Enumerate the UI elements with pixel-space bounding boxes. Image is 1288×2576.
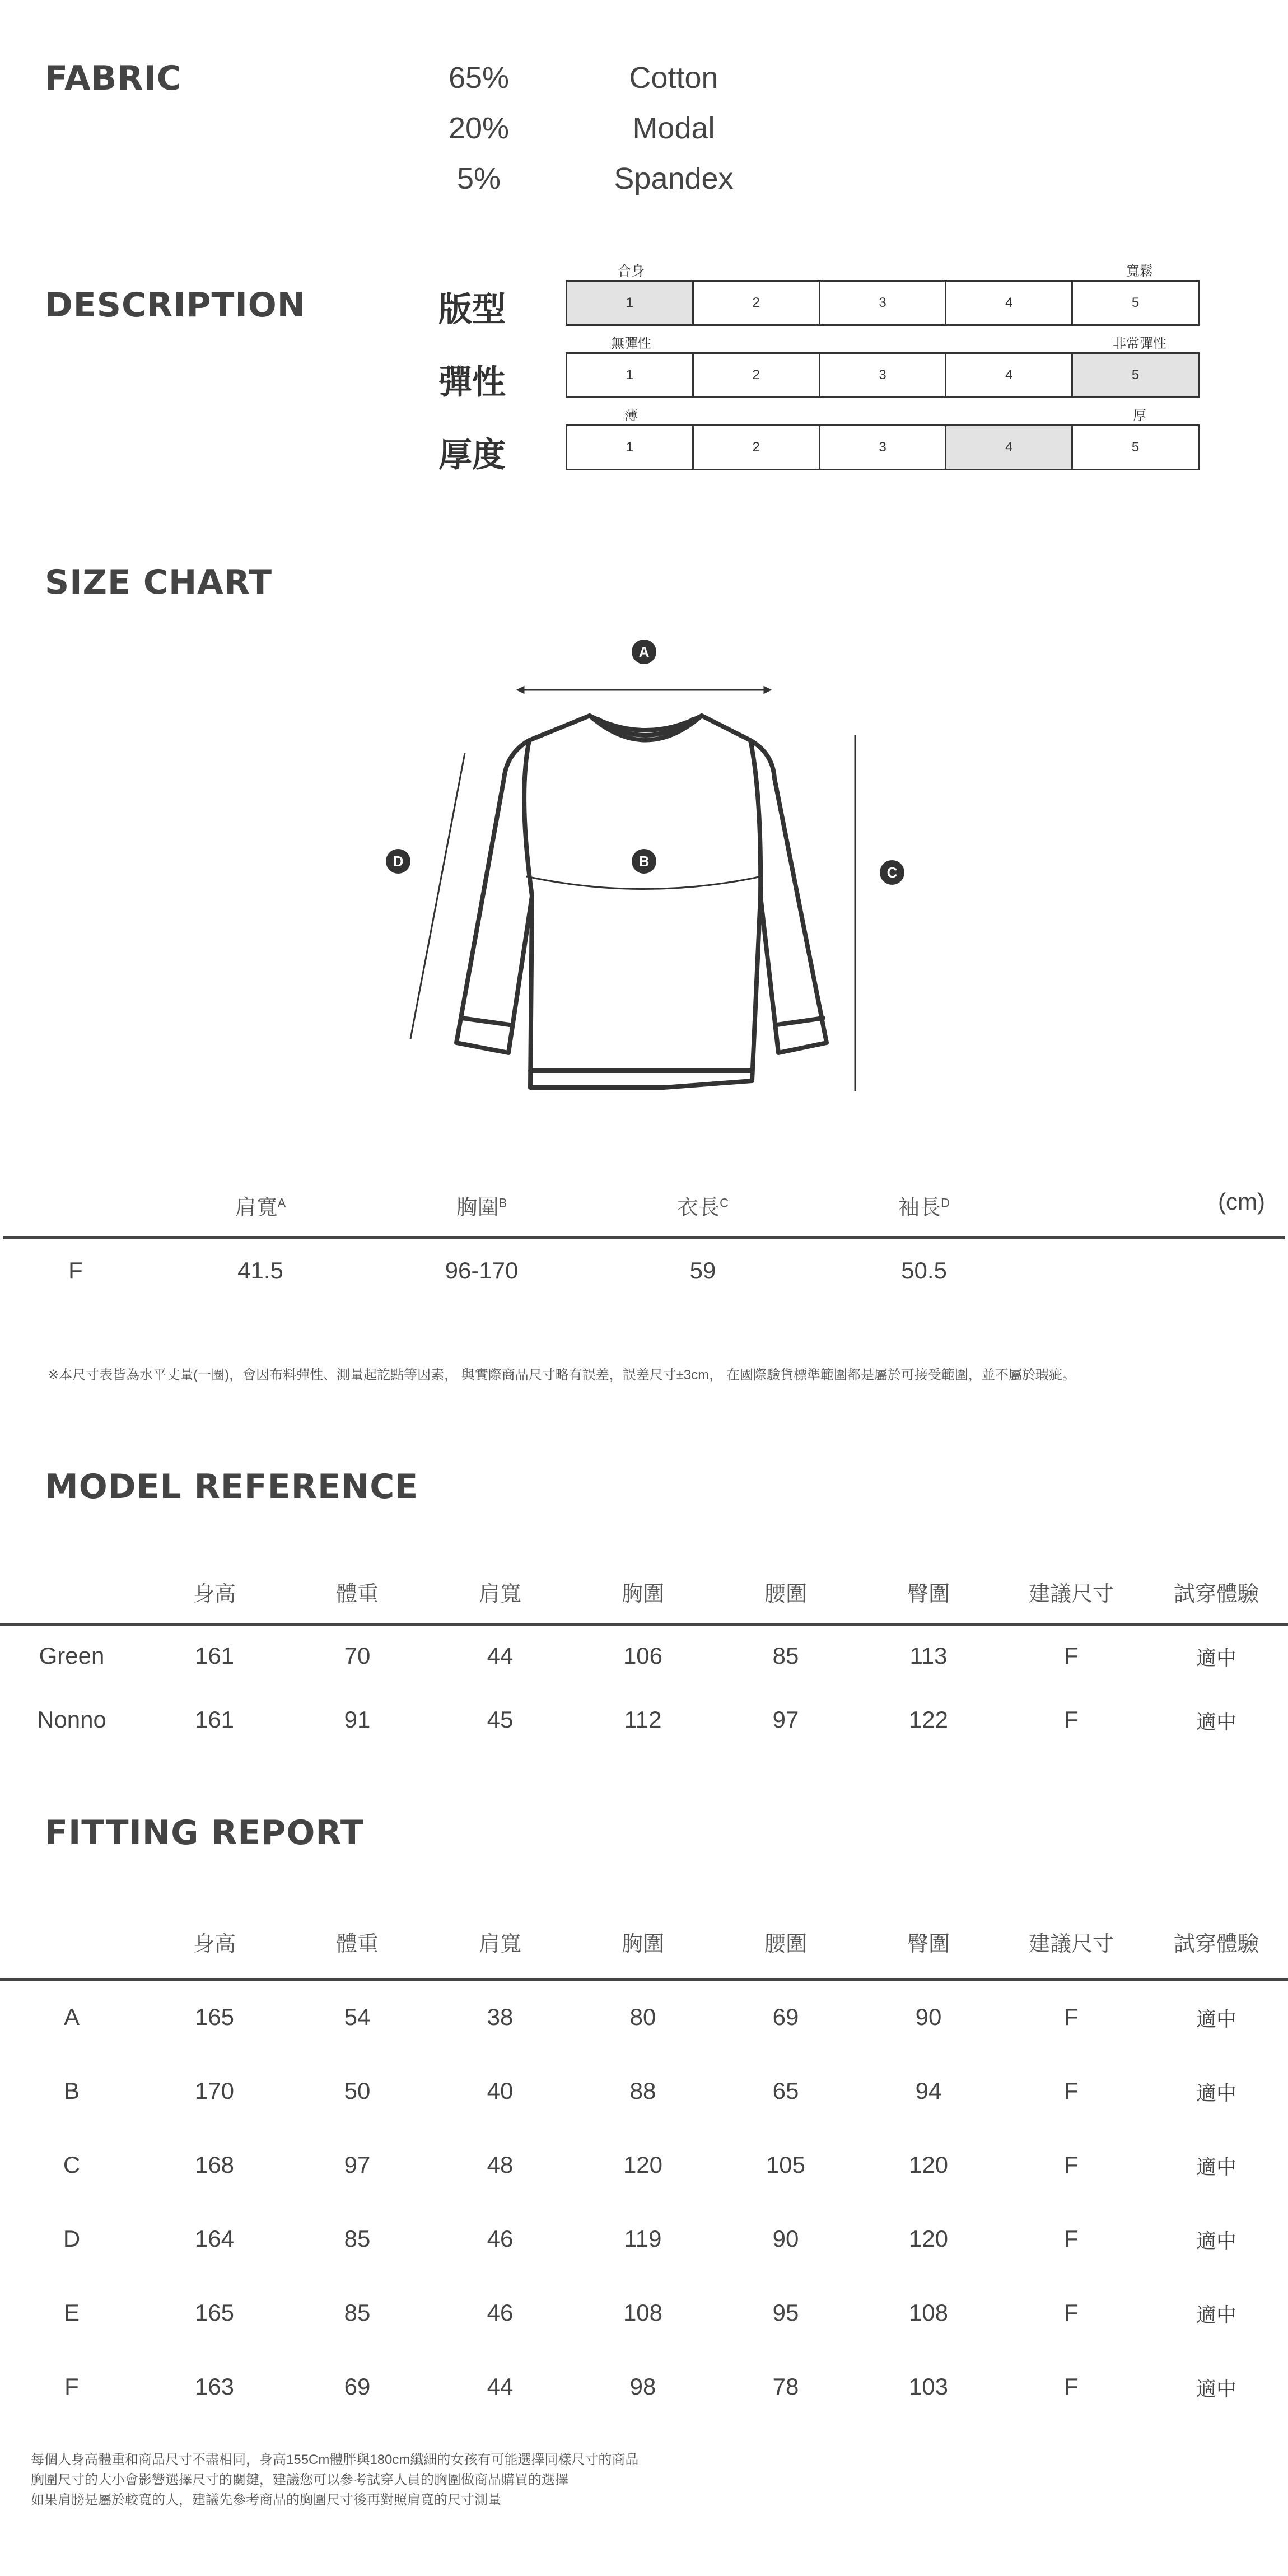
table-cell: 88: [629, 2078, 656, 2104]
fitting-note-3: 如果肩膀是屬於較寬的人，建議先參考商品的胸圍尺寸後再對照肩寬的尺寸測量: [31, 2493, 501, 2508]
table-cell: 120: [908, 2152, 949, 2178]
attr-fit-scale: [566, 280, 1200, 326]
table-cell: 119: [624, 2225, 662, 2252]
size-chest: 96-170: [445, 1257, 519, 1284]
table-cell: F: [1064, 1706, 1079, 1733]
measure-line-d: [410, 753, 465, 1039]
table-cell: 97: [344, 2152, 371, 2178]
size-row-label: F: [68, 1257, 83, 1284]
fitting-note-2: 胸圍尺寸的大小會影響選擇尺寸的關鍵，建議您可以參考試穿人員的胸圍做商品購買的選擇: [31, 2472, 568, 2488]
table-cell: 48: [487, 2152, 514, 2178]
table-cell: 44: [487, 1642, 514, 1669]
table-cell: 85: [344, 2299, 371, 2326]
fabric-heading: FABRIC: [45, 59, 182, 98]
table-cell: 94: [915, 2078, 942, 2104]
table-cell: 46: [487, 2225, 514, 2252]
attr-thickness-label: 厚度: [438, 436, 506, 475]
table-cell: 38: [487, 2004, 514, 2030]
size-col-length: 衣長$^C$: [677, 1196, 729, 1220]
fitting_report-header-0: 身高: [193, 1933, 236, 1956]
table-cell: 105: [766, 2152, 806, 2178]
attr-fit-high: 寬鬆: [1126, 264, 1153, 279]
scale-cell: 2: [694, 426, 820, 469]
table-cell: 108: [908, 2299, 949, 2326]
table-cell: 98: [629, 2373, 656, 2400]
table-cell: F: [1064, 2299, 1079, 2326]
table-cell: 適中: [1196, 2377, 1236, 2400]
table-cell: 164: [194, 2225, 235, 2252]
scale-cell: 3: [820, 354, 947, 396]
size-col-chest: 胸圍$^B$: [456, 1196, 507, 1220]
table-cell: 65: [772, 2078, 799, 2104]
scale-cell: 1: [567, 426, 694, 469]
table-cell: 適中: [1196, 2303, 1236, 2326]
marker-d: D: [386, 849, 410, 874]
fabric-pct-3: 5%: [456, 162, 501, 195]
table-cell: 161: [194, 1642, 235, 1669]
table-cell: 170: [194, 2078, 235, 2104]
attr-elasticity-low: 無彈性: [611, 336, 651, 351]
size-note: ※本尺寸表皆為水平丈量(一圈)，會因布料彈性、測量起訖點等因素， 與實際商品尺寸略有誤差，誤差尺寸±3cm， 在國際驗貨標準範圍都是屬於可接受範圍，並不屬於瑕疵。: [48, 1368, 1076, 1383]
attr-thickness-high: 厚: [1133, 408, 1146, 423]
table-cell: 50: [344, 2078, 371, 2104]
scale-cell: 5: [1131, 440, 1140, 455]
model_reference-header-7: 試穿體驗: [1173, 1583, 1259, 1606]
attr-thickness-low: 薄: [624, 408, 638, 423]
scale-cell: 4: [946, 282, 1073, 324]
scale-cell: 4: [946, 354, 1073, 396]
table-row-name: Green: [39, 1642, 105, 1669]
table-cell: 163: [194, 2373, 235, 2400]
left-cuff: [462, 1018, 510, 1025]
attr-fit-label: 版型: [438, 290, 506, 329]
table-cell: 46: [487, 2299, 514, 2326]
table-cell: 90: [772, 2225, 799, 2252]
table-cell: 168: [194, 2152, 235, 2178]
scale-cell: 5: [1131, 295, 1140, 310]
measure-line-b: [526, 876, 762, 889]
scale-cell: 1: [567, 282, 694, 324]
attr-elasticity-label: 彈性: [438, 363, 506, 402]
marker-c: C: [880, 860, 904, 885]
sweater-outline: [456, 716, 827, 1088]
table-cell: 適中: [1196, 2008, 1236, 2031]
fabric-pct-2: 20%: [448, 111, 510, 145]
fitting-report-heading: FITTING REPORT: [45, 1813, 364, 1852]
right-cuff: [777, 1018, 823, 1025]
size-sleeve: 50.5: [901, 1257, 947, 1284]
table-cell: 69: [344, 2373, 371, 2400]
fabric-material-2: Modal: [632, 111, 715, 145]
table-cell: 108: [623, 2299, 663, 2326]
attr-elasticity-scale: [566, 352, 1200, 398]
fitting_report-header-4: 腰圍: [764, 1933, 807, 1956]
table-row-name: A: [63, 2004, 80, 2030]
table-cell: 70: [344, 1642, 371, 1669]
model_reference-header-3: 胸圍: [621, 1583, 664, 1606]
fitting_report-header-2: 肩寬: [478, 1933, 521, 1956]
model_reference-table-rule: [0, 1623, 1288, 1626]
fitting_report-header-5: 臀圍: [907, 1933, 950, 1956]
table-row-name: C: [63, 2152, 81, 2178]
attr-fit-low: 合身: [618, 264, 645, 279]
model_reference-header-2: 肩寬: [478, 1583, 521, 1606]
model_reference-header-1: 體重: [335, 1583, 379, 1606]
table-cell: 97: [772, 1706, 799, 1733]
table-cell: 165: [194, 2299, 235, 2326]
model_reference-header-6: 建議尺寸: [1028, 1583, 1114, 1606]
table-cell: 69: [772, 2004, 799, 2030]
table-cell: 適中: [1196, 2082, 1236, 2104]
table-cell: 45: [487, 1706, 514, 1733]
table-cell: F: [1064, 2373, 1079, 2400]
table-cell: 85: [772, 1642, 799, 1669]
table-cell: F: [1064, 2004, 1079, 2030]
table-cell: 120: [908, 2225, 949, 2252]
table-cell: 78: [772, 2373, 799, 2400]
marker-b: B: [632, 849, 656, 874]
table-cell: 120: [623, 2152, 663, 2178]
description-heading: DESCRIPTION: [45, 286, 306, 325]
fitting_report-header-1: 體重: [335, 1933, 379, 1956]
scale-cell: 3: [820, 426, 947, 469]
marker-a: A: [632, 640, 656, 664]
table-cell: 90: [915, 2004, 942, 2030]
table-cell: 161: [194, 1706, 235, 1733]
size-shoulder: 41.5: [237, 1257, 283, 1284]
size-chart-heading: SIZE CHART: [45, 563, 273, 602]
model_reference-header-4: 腰圍: [764, 1583, 807, 1606]
table-cell: F: [1064, 2152, 1079, 2178]
size-table-rule: [3, 1236, 1285, 1239]
table-cell: 106: [623, 1642, 663, 1669]
model_reference-header-5: 臀圍: [907, 1583, 950, 1606]
fabric-material-1: Cotton: [629, 61, 718, 95]
size-col-sleeve: 袖長$^D$: [898, 1196, 950, 1220]
size-unit: (cm): [1218, 1188, 1265, 1215]
table-cell: F: [1064, 2078, 1079, 2104]
model-reference-heading: MODEL REFERENCE: [45, 1467, 419, 1506]
size-length: 59: [689, 1257, 716, 1284]
table-cell: 95: [772, 2299, 799, 2326]
table-row-name: D: [63, 2225, 81, 2252]
table-cell: 113: [909, 1642, 948, 1669]
table-cell: 112: [624, 1706, 662, 1733]
attr-thickness-scale: [566, 424, 1200, 470]
fitting-note-1: 每個人身高體重和商品尺寸不盡相同，身高155Cm體胖與180cm纖細的女孩有可能選擇同樣尺寸的商品: [31, 2452, 639, 2467]
table-cell: 適中: [1196, 1710, 1236, 1733]
scale-cell: 5: [1073, 354, 1198, 396]
fitting_report-header-7: 試穿體驗: [1173, 1933, 1259, 1956]
table-cell: 適中: [1196, 2155, 1236, 2178]
table-cell: 165: [194, 2004, 235, 2030]
table-cell: 91: [344, 1706, 371, 1733]
table-cell: 適中: [1196, 1646, 1236, 1669]
attr-elasticity-high: 非常彈性: [1113, 336, 1166, 351]
table-cell: 122: [908, 1706, 949, 1733]
model_reference-header-0: 身高: [193, 1583, 236, 1606]
scale-cell: 2: [694, 354, 820, 396]
table-cell: 適中: [1196, 2229, 1236, 2252]
table-cell: 85: [344, 2225, 371, 2252]
table-cell: F: [1064, 2225, 1079, 2252]
scale-cell: 3: [820, 282, 947, 324]
scale-cell: 4: [946, 426, 1073, 469]
table-row-name: Nonno: [37, 1706, 106, 1733]
table-row-name: B: [63, 2078, 80, 2104]
fitting_report-header-6: 建議尺寸: [1028, 1933, 1114, 1956]
table-cell: 103: [908, 2373, 949, 2400]
scale-cell: 1: [567, 354, 694, 396]
table-row-name: E: [63, 2299, 80, 2326]
table-cell: 80: [629, 2004, 656, 2030]
fabric-pct-1: 65%: [448, 61, 510, 95]
scale-cell: 2: [694, 282, 820, 324]
table-cell: F: [1064, 1642, 1079, 1669]
table-cell: 44: [487, 2373, 514, 2400]
fitting_report-table-rule: [0, 1978, 1288, 1981]
fitting_report-header-3: 胸圍: [621, 1933, 664, 1956]
fabric-material-3: Spandex: [614, 162, 734, 195]
size-col-shoulder: 肩寬$^A$: [235, 1196, 286, 1220]
table-row-name: F: [64, 2373, 79, 2400]
table-cell: 54: [344, 2004, 371, 2030]
table-cell: 40: [487, 2078, 514, 2104]
